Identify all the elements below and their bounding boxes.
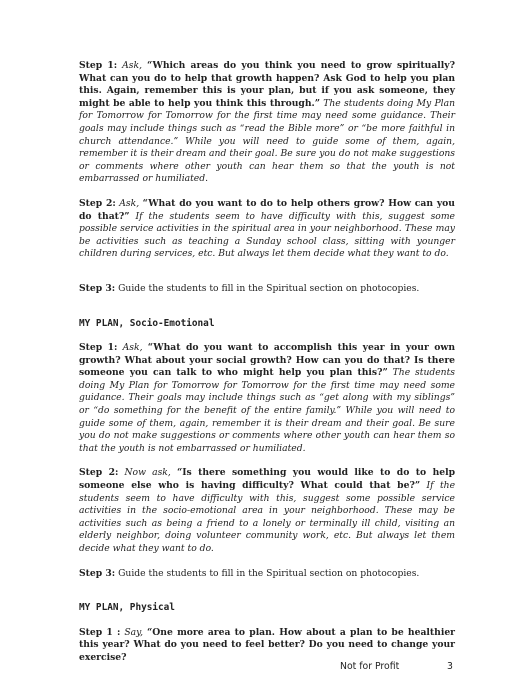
physical-step-1: [79, 627, 455, 665]
step-note: If the students seem to have difficulty with this, suggest some possible service activities in the spiritual area in your neighborhood. These may be activities such as teaching a Sunday school class, sitting with younger children during services, etc. But always let them decide what they want to do.: [79, 210, 455, 260]
step-verb: Ask,: [122, 342, 143, 354]
step-text: Guide the students to fill in the Spiritual section on photocopies.: [118, 282, 420, 294]
step-label: Step 1:: [79, 60, 118, 71]
step-label: Step 3:: [79, 567, 116, 579]
socio-step-2: [79, 467, 455, 555]
step-quote: “What do you want to accomplish this year in your own growth? What about your social growth? How can you do that? Is there someone you can talk to who might help you plan this?”: [79, 342, 456, 379]
step-quote: “One more area to plan. How about a plan to be healthier this year? What do you need to feel better? Do you need to change your exercise?: [79, 626, 456, 663]
step-quote: “Is there something you would like to do to help someone else who is having difficulty? What could that be?”: [79, 467, 456, 492]
page-body: [79, 60, 455, 665]
socio-step-3: [79, 568, 455, 581]
step-verb: Now ask,: [124, 467, 171, 479]
step-note: The students doing My Plan for Tomorrow for Tomorrow for the first time may need some guidance. Their goals may include things such as “get along with my siblings” or “do something for the benefit of the entire family.” While you will need to guide some of them, again, remember it is their dream and their goal. Be sure you do not make suggestions or comments where other youth can hear them so that the youth is not embarrassed or humiliated.: [79, 367, 456, 454]
step-note: The students doing My Plan for Tomorrow for Tomorrow for the first time may need some guidance. Their goals may include things such as “read the Bible more” or “be more faithful in church attendance.” While you will need to guide some of them, again, remember it is their dream and their goal. Be sure you do not make suggestions or comments where other youth can hear them so that the youth is not embarrassed or humiliated.: [79, 97, 455, 185]
spiritual-step-3: [79, 283, 455, 296]
step-quote: “Which areas do you think you need to grow spiritually? What can you do to help that growth happen? Ask God to help you plan this. Again, remember this is your plan, but if you ask someone, they might be able to help you think this through.”: [79, 60, 456, 109]
page-footer: [340, 661, 460, 672]
socio-step-1: [79, 342, 455, 455]
section-heading-socio-emotional: MY PLAN, Socio-Emotional: [79, 317, 215, 329]
step-quote: “What do you want to do to help others grow? How can you do that?”: [79, 197, 455, 222]
page-number: 3: [447, 661, 453, 672]
step-label: Step 3:: [79, 282, 116, 294]
step-verb: Ask,: [122, 60, 142, 71]
spiritual-step-1: [79, 60, 455, 186]
step-label: Step 1 :: [79, 626, 121, 638]
spiritual-step-2: [79, 198, 455, 261]
step-label: Step 2:: [79, 467, 119, 479]
section-heading-physical: MY PLAN, Physical: [79, 602, 175, 614]
footer-text: Not for Profit: [340, 661, 400, 672]
step-label: Step 1:: [79, 342, 118, 354]
step-verb: Say,: [124, 626, 144, 638]
step-verb: Ask,: [119, 197, 140, 209]
step-label: Step 2:: [79, 197, 116, 209]
step-note: If the students seem to have difficulty with this, suggest some possible service activities in the socio-emotional area in your neighborhood. These may be activities such as being a friend to a lonely or terminally ill child, visiting an elderly neighbor, doing volunteer community work, etc. But always let them decide what they want to do.: [79, 480, 456, 554]
step-text: Guide the students to fill in the Spiritual section on photocopies.: [118, 567, 420, 579]
